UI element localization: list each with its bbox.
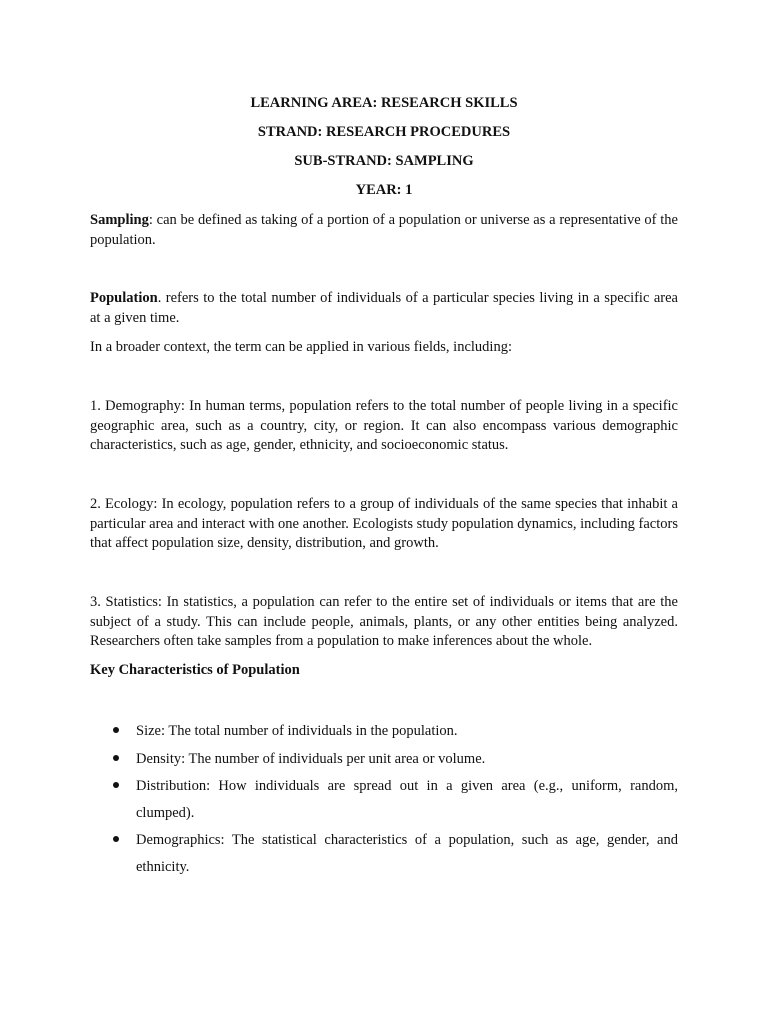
list-item (90, 773, 678, 826)
list-item-text: Demographics: The statistical characteristics of a population, such as age, gender, and ethnicity. (136, 832, 678, 875)
population-definition (90, 289, 678, 328)
list-item-text: Density: The number of individuals per unit area or volume. (136, 750, 486, 767)
demography-paragraph: 1. Demography: In human terms, population refers to the total number of people living in a specific geographic area, such as a country, city, or region. It can also encompass various demographic characteristics, such as age, gender, ethnicity, and socioeconomic status. (90, 398, 678, 453)
broader-context-text: In a broader context, the term can be applied in various fields, including: (90, 339, 512, 355)
list-item (90, 718, 678, 745)
sampling-term: Sampling (90, 212, 149, 228)
statistics-paragraph: 3. Statistics: In statistics, a population can refer to the entire set of individuals or items that are the subject of a study. This can include people, animals, plants, or any other entities being analyzed. Researchers often take samples from a population to make inferences about the whole. (90, 594, 678, 649)
key-characteristics-list (90, 718, 678, 881)
year-heading: YEAR: 1 (355, 182, 413, 198)
bullet-icon (113, 782, 119, 788)
population-definition-text: . refers to the total number of individuals of a particular species living in a specific area at a given time. (90, 290, 678, 326)
learning-area-heading: LEARNING AREA: RESEARCH SKILLS (250, 95, 518, 111)
list-item (90, 827, 678, 880)
bullet-icon (113, 755, 119, 761)
ecology-paragraph: 2. Ecology: In ecology, population refers to a group of individuals of the same species that inhabit a particular area and interact with one another. Ecologists study population dynamics, including factors that affect population size, density, distribution, and growth. (90, 496, 678, 551)
strand-heading: STRAND: RESEARCH PROCEDURES (257, 124, 511, 140)
sampling-definition-text: : can be defined as taking of a portion of a population or universe as a representative of the population. (90, 212, 678, 248)
sampling-definition (90, 211, 678, 250)
bullet-icon (113, 836, 119, 842)
list-item-text: Distribution: How individuals are spread out in a given area (e.g., uniform, random, clumped). (136, 778, 678, 821)
key-characteristics-title: Key Characteristics of Population (90, 662, 300, 678)
list-item-text: Size: The total number of individuals in the population. (136, 723, 458, 739)
sub-strand-heading: SUB-STRAND: SAMPLING (294, 153, 474, 169)
list-item (90, 746, 678, 773)
population-term: Population (90, 290, 158, 306)
bullet-icon (113, 727, 119, 733)
